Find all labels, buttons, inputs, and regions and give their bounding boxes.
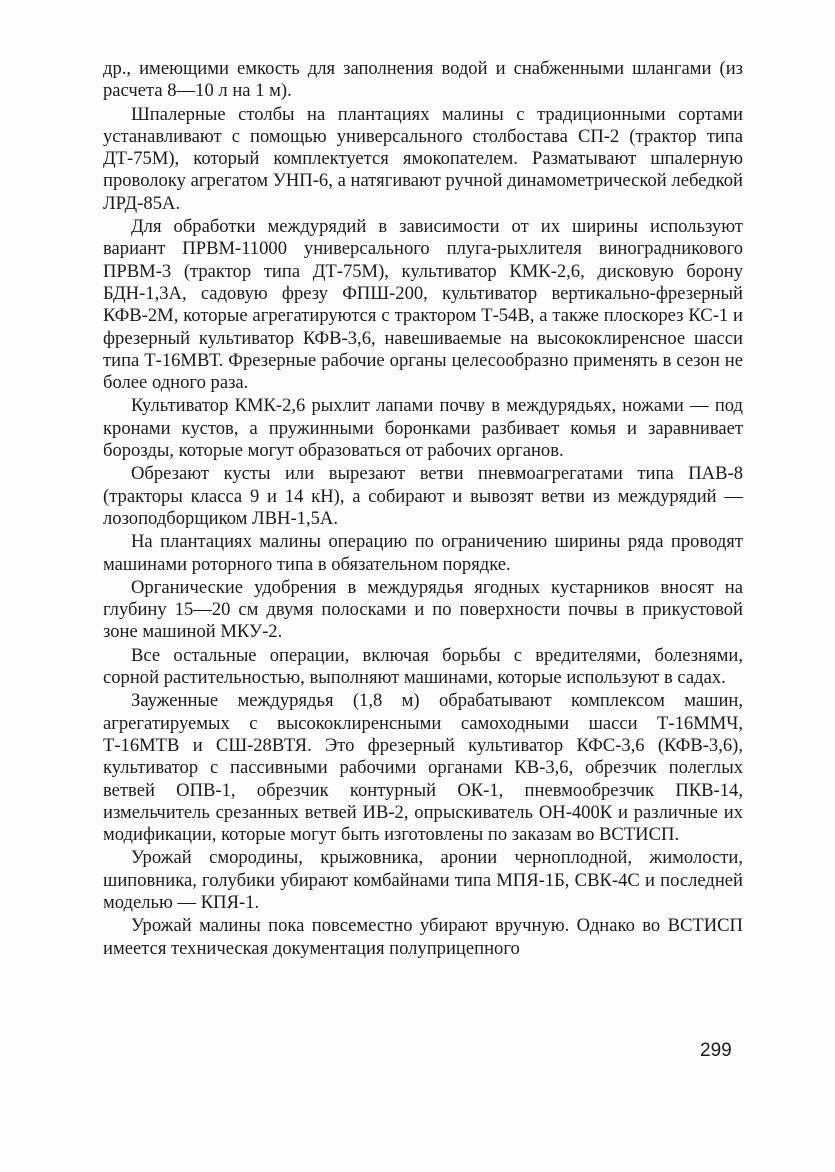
paragraph-9: Зауженные междурядья (1,8 м) обрабатывают комплексом машин, агрегатируемых с высококлиренсными самоходными шасси Т-16ММЧ, Т-16МТВ и СШ-28ВТЯ. Это фрезерный культиватор КФС-3,6 (КФВ-3,6), культиватор с пассивными рабочими органами КВ-3,6, обрезчик полеглых ветвей ОПВ-1, обрезчик контурный ОК-1, пневмообрезчик ПКВ-14, измельчитель срезанных ветвей ИВ-2, опрыскиватель ОН-400К и различные их модификации, которые могут быть изготовлены по заказам во ВСТИСП. [103,690,743,846]
paragraph-3: Для обработки междурядий в зависимости от их ширины используют вариант ПРВМ-11000 универсального плуга-рыхлителя виноградникового ПРВМ-3 (трактор типа ДТ-75М), культиватор КМК-2,6, дисковую борону БДН-1,3А, садовую фрезу ФПШ-200, культиватор вертикально-фрезерный КФВ-2М, которые агрегатируются с трактором Т-54В, а также плоскорез КС-1 и фрезерный культиватор КФВ-3,6, навешиваемые на высококлиренсное шасси типа Т-16МВТ. Фрезерные рабочие органы целесообразно применять в сезон не более одного раза. [103,216,743,394]
paragraph-10: Урожай смородины, крыжовника, аронии черноплодной, жимолости, шиповника, голубики убирают комбайнами типа МПЯ-1Б, СВК-4С и последней моделью — КПЯ-1. [103,847,743,913]
paragraph-8: Все остальные операции, включая борьбы с вредителями, болезнями, сорной растительностью, выполняют машинами, которые используют в садах. [103,644,743,689]
page-number: 299 [700,1040,732,1061]
paragraph-2: Шпалерные столбы на плантациях малины с традиционными сортами устанавливают с помощью универсального столбостава СП-2 (трактор типа ДТ-75М), который комплектуется ямокопателем. Разматывают шпалерную проволоку агрегатом УНП-6, а натягивают ручной динамометрической лебедкой ЛРД-85А. [103,103,743,214]
paragraph-4: Культиватор КМК-2,6 рыхлит лапами почву в междурядьях, ножами — под кронами кустов, а пружинными боронками разбивает комья и заравнивает борозды, которые могут образоваться от рабочих органов. [103,395,743,462]
body-text [103,58,743,961]
paragraph-1: др., имеющими емкость для заполнения водой и снабженными шлангами (из расчета 8—10 л на 1 м). [103,58,743,102]
paragraph-6: На плантациях малины операцию по ограничению ширины ряда проводят машинами роторного типа в обязательном порядке. [103,531,743,575]
paragraph-7: Органические удобрения в междурядья ягодных кустарников вносят на глубину 15—20 см двумя полосками и по поверхности почвы в прикустовой зоне машиной МКУ-2. [103,576,743,643]
paragraph-5: Обрезают кусты или вырезают ветви пневмоагрегатами типа ПАВ-8 (тракторы класса 9 и 14 кН), а собирают и вывозят ветви из междурядий — лозоподборщиком ЛВН-1,5А. [103,463,743,529]
paragraph-11: Урожай малины пока повсеместно убирают вручную. Однако во ВСТИСП имеется техническая документация полуприцепного [103,915,743,959]
